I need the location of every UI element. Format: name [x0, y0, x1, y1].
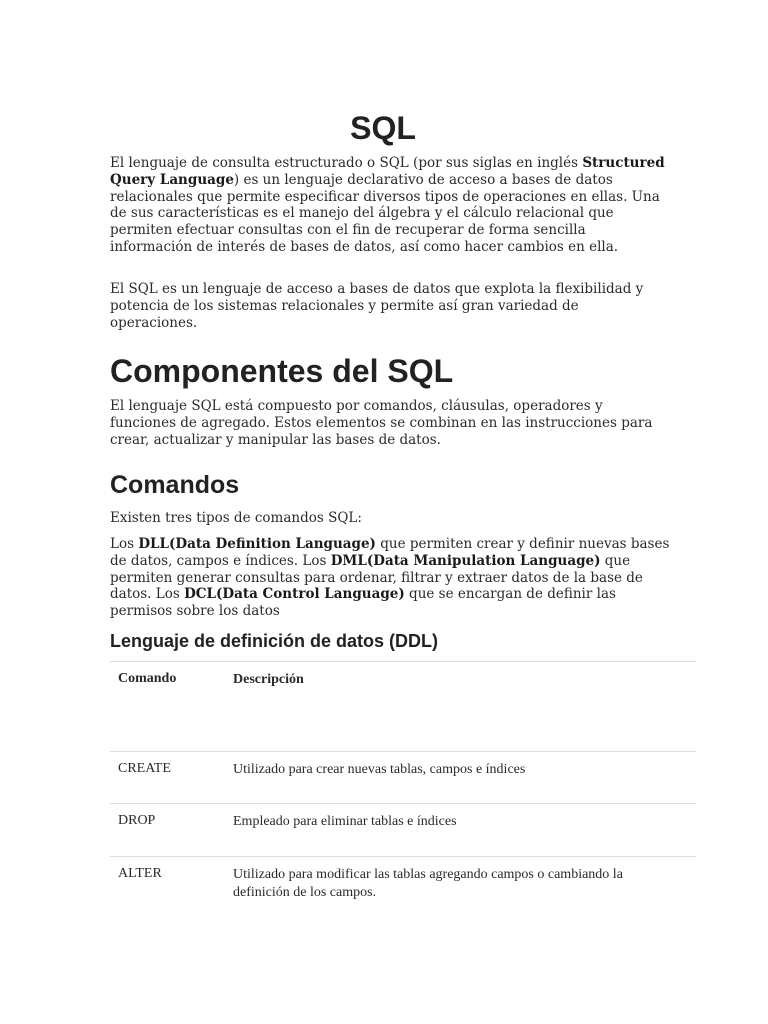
page-title: SQL [350, 110, 416, 146]
table-header-cell: Comando [118, 671, 177, 686]
dcl-term: DCL(Data Control Language) [184, 586, 405, 603]
componentes-paragraph: El lenguaje SQL está compuesto por comandos, cláusulas, operadores y funciones de agregado. Estos elementos se combinan en las instrucciones para crear, actualizar y manipular las bases de datos. [110, 398, 653, 448]
comandos-paragraph-2 [110, 536, 670, 620]
section-heading-comandos: Comandos [110, 471, 240, 499]
section-heading-ddl: Lenguaje de definición de datos (DDL) [110, 631, 439, 651]
section-heading-componentes: Componentes del SQL [110, 353, 454, 389]
dml-term: DML(Data Manipulation Language) [330, 552, 601, 569]
table-row [110, 857, 696, 920]
comandos-text-4: que se encargan de definir las permisos sobre los datos [110, 586, 616, 620]
intro-emphasis: Structured Query Language [110, 155, 665, 188]
table-cell-description: Utilizado para crear nuevas tablas, campos e índices [233, 762, 526, 777]
comandos-paragraph-1: Existen tres tipos de comandos SQL: [110, 510, 362, 526]
table-header-cell: Descripción [233, 672, 304, 687]
table-cell-description: Utilizado para modificar las tablas agregando campos o cambiando la definición de los campos. [233, 867, 623, 900]
table-cell-command: DROP [118, 813, 156, 828]
intro-paragraph-2: El SQL es un lenguaje de acceso a bases de datos que explota la flexibilidad y potencia de los sistemas relacionales y permite así gran variedad de operaciones. [110, 281, 644, 331]
table-cell-command: CREATE [118, 761, 171, 776]
table-row [110, 752, 696, 804]
ddl-term: DLL(Data Definition Language) [138, 536, 376, 552]
comandos-text-3: que permiten generar consultas para ordenar, filtrar y extraer datos de la base de datos. Los [110, 552, 643, 603]
intro-paragraph-1 [110, 155, 670, 256]
intro-text-end: ) es un lenguaje declarativo de acceso a bases de datos relacionales que permite especificar diversos tipos de operaciones en ellas. Una de sus características es el manejo del álgebra y el cálculo relacional que permiten efectuar consultas con el fin de recuperar de forma sencilla información de interés de bases de datos, así como hacer cambios en ella. [110, 171, 660, 255]
table-cell-description: Empleado para eliminar tablas e índices [233, 814, 457, 829]
intro-text-start: El lenguaje de consulta estructurado o SQL (por sus siglas en inglés [110, 155, 583, 171]
table-header-row [110, 662, 696, 752]
comandos-text-2: que permiten crear y definir nuevas bases de datos, campos e índices. Los [110, 536, 670, 569]
comandos-text-1: Los [110, 536, 139, 552]
table-cell-command: ALTER [118, 866, 162, 881]
table-row [110, 804, 696, 857]
ddl-table [110, 661, 696, 920]
